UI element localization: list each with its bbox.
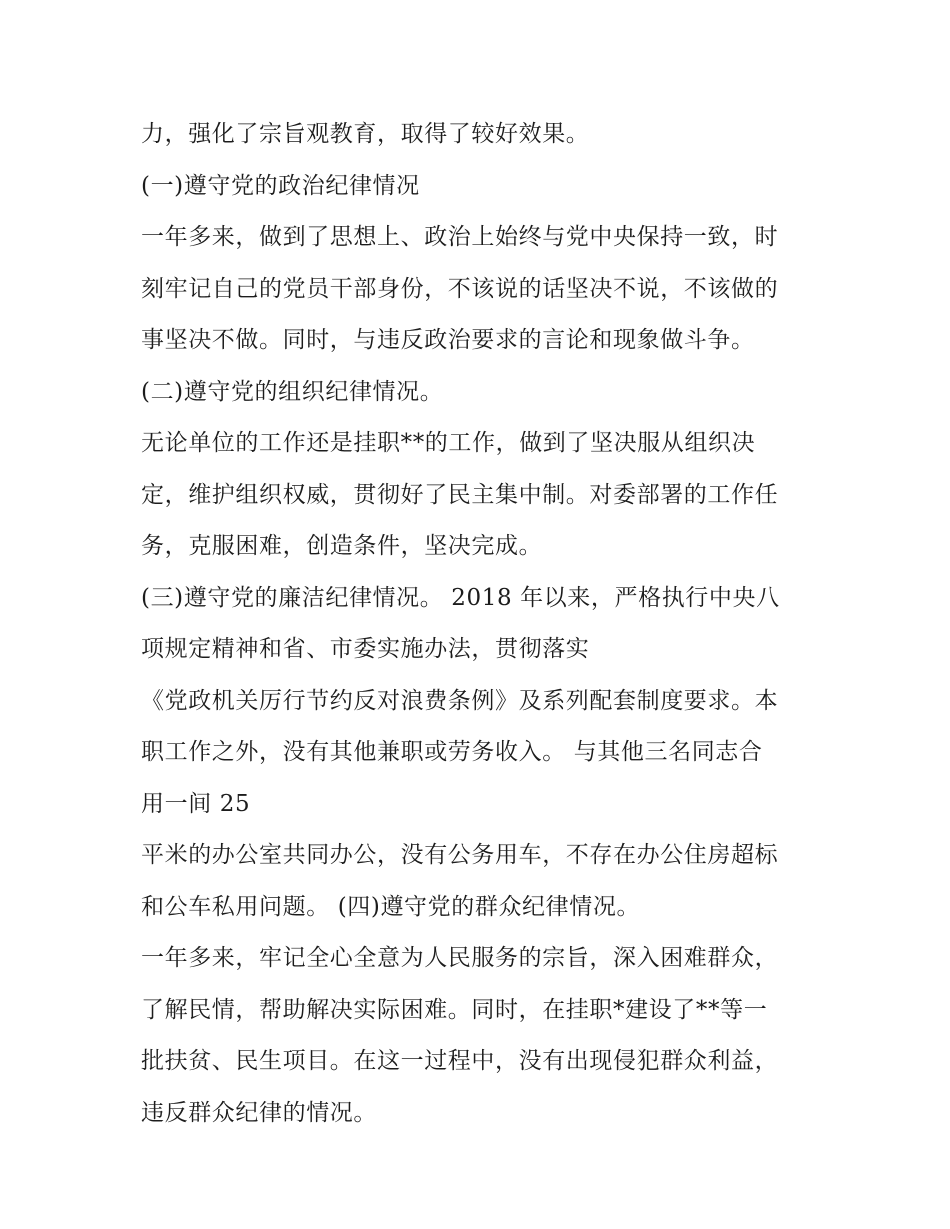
text-line: 平米的办公室共同办公，没有公务用车，不存在办公住房超标 (141, 842, 779, 868)
document-body (141, 109, 831, 1139)
text-line: 和公车私用问题。 (四)遵守党的群众纪律情况。 (141, 893, 641, 920)
text-line: 一年多来，牢记全心全意为人民服务的宗旨，深入困难群众， (141, 945, 779, 971)
text-line: 刻牢记自己的党员干部身份，不该说的话坚决不说，不该做的 (141, 275, 779, 302)
text-line: 职工作之外，没有其他兼职或劳务收入。 与其他三名同志合 (141, 739, 763, 765)
text-line: 项规定精神和省、市委实施办法，贯彻落实 (141, 636, 590, 662)
text-line: 务，克服困难，创造条件，坚决完成。 (141, 533, 543, 559)
text-line: 无论单位的工作还是挂职**的工作，做到了坚决服从组织决 (141, 430, 756, 456)
text-line: 《党政机关厉行节约反对浪费条例》及系列配套制度要求。本 (141, 687, 779, 714)
text-line: 力，强化了宗旨观教育，取得了较好效果。 (141, 121, 590, 147)
text-line: 事坚决不做。同时，与违反政治要求的言论和现象做斗争。 (141, 327, 755, 353)
text-line: 定，维护组织权威，贯彻好了民主集中制。对委部署的工作任 (141, 481, 779, 508)
section-heading-organizational-discipline: (二)遵守党的组织纪律情况。 (141, 378, 444, 405)
text-line: 批扶贫、民生项目。在这一过程中，没有出现侵犯群众利益， (141, 1048, 779, 1074)
text-line: 违反群众纪律的情况。 (141, 1099, 377, 1126)
section-heading-political-discipline: (一)遵守党的政治纪律情况 (141, 172, 420, 199)
text-line: 用一间 25 (141, 790, 251, 817)
text-line: 了解民情，帮助解决实际困难。同时，在挂职*建设了**等一 (141, 996, 768, 1023)
text-line: 一年多来，做到了思想上、政治上始终与党中央保持一致，时 (141, 224, 779, 250)
section-heading-integrity-discipline: (三)遵守党的廉洁纪律情况。 2018 年以来，严格执行中央八 (141, 584, 780, 611)
